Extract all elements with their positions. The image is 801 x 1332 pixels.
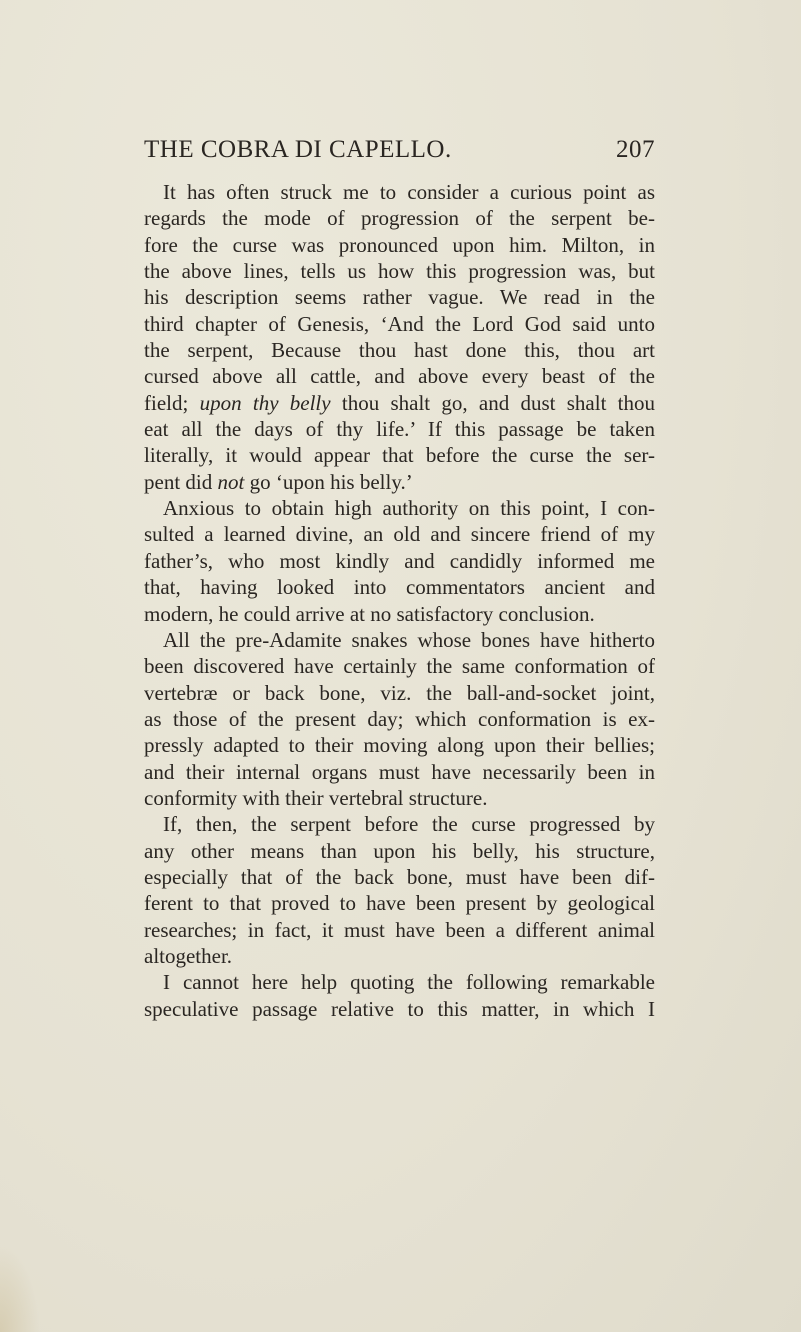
- text-line: [144, 890, 655, 916]
- text-line: [144, 521, 655, 547]
- line-text: I cannot here help quoting the following remarkable: [163, 970, 655, 995]
- running-head: [144, 136, 655, 166]
- text-line: [144, 495, 655, 521]
- text-line: [144, 996, 655, 1022]
- text-line: [144, 363, 655, 389]
- text-line: [144, 680, 655, 706]
- line-text: literally, it would appear that before the curse the ser-: [144, 443, 655, 468]
- line-text: ferent to that proved to have been present by geological: [144, 891, 655, 916]
- line-text: go ‘upon his belly.’: [244, 469, 413, 494]
- line-text: conformity with their vertebral structure.: [144, 785, 488, 810]
- body-text: [144, 179, 655, 1022]
- line-text: researches; in fact, it must have been a different animal: [144, 917, 655, 942]
- text-line: [144, 706, 655, 732]
- line-text: any other means than upon his belly, his structure,: [144, 838, 655, 863]
- text-line: [144, 653, 655, 679]
- line-text: fore the curse was pronounced upon him. Milton, in: [144, 232, 655, 257]
- text-line: [144, 416, 655, 442]
- line-text: and their internal organs must have necessarily been in: [144, 759, 655, 784]
- text-line: [144, 943, 655, 969]
- text-line: [144, 917, 655, 943]
- line-text: sulted a learned divine, an old and sincere friend of my: [144, 522, 655, 547]
- text-line: [144, 442, 655, 468]
- text-line: [144, 785, 655, 811]
- line-text: regards the mode of progression of the serpent be-: [144, 206, 655, 231]
- line-text: field;: [144, 390, 200, 415]
- text-line: [144, 284, 655, 310]
- line-text: father’s, who most kindly and candidly informed me: [144, 548, 655, 573]
- text-line: [144, 574, 655, 600]
- line-text: altogether.: [144, 943, 233, 968]
- text-line: [144, 390, 655, 416]
- line-text: especially that of the back bone, must have been dif-: [144, 864, 655, 889]
- text-line: [144, 838, 655, 864]
- line-text: It has often struck me to consider a curious point as: [163, 180, 655, 204]
- text-line: [144, 258, 655, 284]
- text-line: [144, 232, 655, 258]
- line-text: All the pre-Adamite snakes whose bones have hitherto: [163, 627, 655, 652]
- text-line: [144, 811, 655, 837]
- line-text: pent did: [144, 469, 218, 494]
- italic-text: upon thy belly: [199, 390, 331, 415]
- line-text: the above lines, tells us how this progression was, but: [144, 259, 655, 284]
- line-text: eat all the days of thy life.’ If this passage be taken: [144, 417, 655, 442]
- page-number: 207: [616, 136, 655, 163]
- italic-text: not: [217, 469, 245, 494]
- text-line: [144, 337, 655, 363]
- line-text: speculative passage relative to this matter, in which I: [144, 996, 655, 1021]
- text-line: [144, 627, 655, 653]
- line-text: pressly adapted to their moving along upon their bellies;: [144, 733, 655, 758]
- text-line: [144, 179, 655, 205]
- paper-stain: [0, 1245, 40, 1332]
- line-text: third chapter of Genesis, ‘And the Lord God said unto: [144, 311, 655, 336]
- running-title: THE COBRA DI CAPELLO.: [144, 136, 452, 163]
- text-line: [144, 759, 655, 785]
- text-line: [144, 469, 655, 495]
- line-text: Anxious to obtain high authority on this point, I con-: [163, 496, 655, 521]
- line-text: that, having looked into commentators ancient and: [144, 575, 655, 600]
- line-text: cursed above all cattle, and above every beast of the: [144, 364, 655, 389]
- text-line: [144, 969, 655, 995]
- line-text: the serpent, Because thou hast done this, thou art: [144, 338, 655, 363]
- line-text: his description seems rather vague. We read in the: [144, 285, 655, 310]
- line-text: been discovered have certainly the same conformation of: [144, 654, 655, 679]
- text-line: [144, 205, 655, 231]
- line-text: thou shalt go, and dust shalt thou: [330, 390, 656, 415]
- line-text: vertebræ or back bone, viz. the ball-and-socket joint,: [144, 680, 655, 705]
- text-line: [144, 732, 655, 758]
- text-line: [144, 311, 655, 337]
- line-text: If, then, the serpent before the curse progressed by: [163, 812, 655, 837]
- text-line: [144, 864, 655, 890]
- line-text: modern, he could arrive at no satisfactory conclusion.: [144, 601, 595, 626]
- text-line: [144, 601, 655, 627]
- text-line: [144, 548, 655, 574]
- line-text: as those of the present day; which conformation is ex-: [144, 706, 655, 731]
